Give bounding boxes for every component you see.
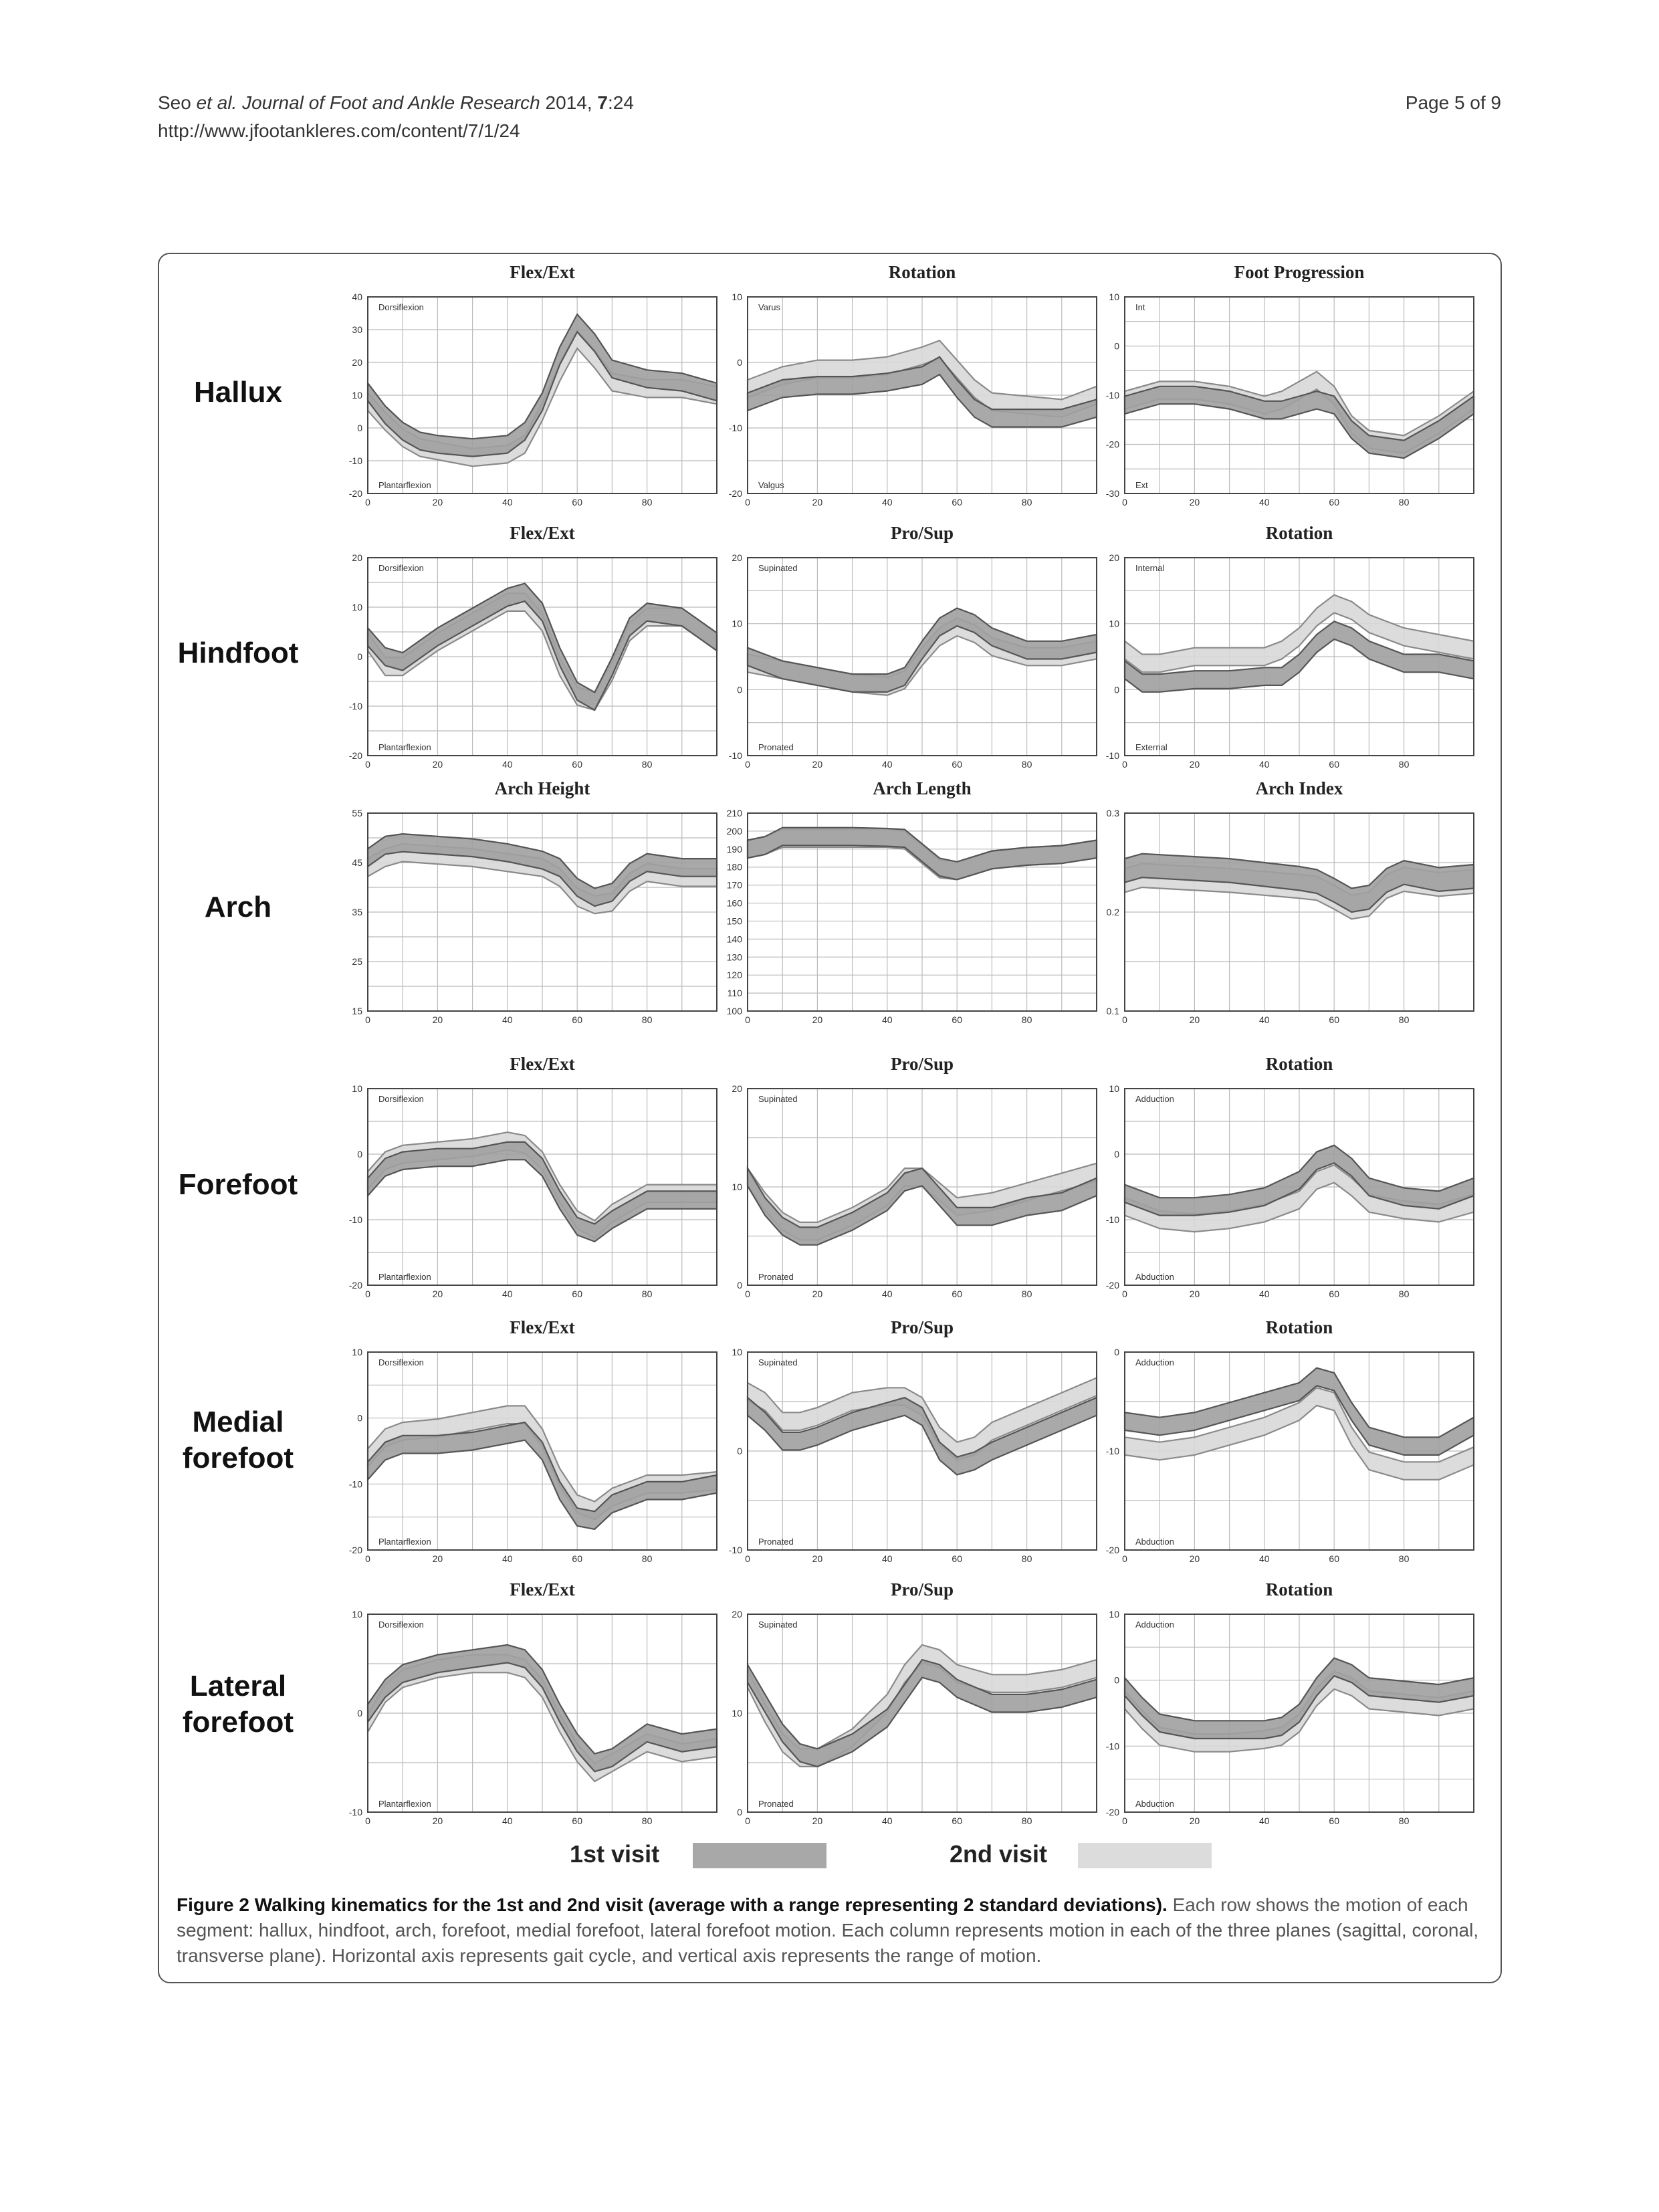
top-note: Dorsiflexion [378, 1620, 424, 1630]
x-tick-label: 80 [1398, 759, 1410, 770]
chart-title: Arch Height [494, 778, 590, 798]
y-tick-label: -20 [1105, 1545, 1119, 1555]
chart-panel [348, 262, 717, 520]
x-tick-label: 0 [365, 759, 370, 770]
y-tick-label: 200 [726, 825, 742, 837]
x-tick-label: 0 [365, 1815, 370, 1826]
x-tick-label: 60 [952, 1553, 962, 1564]
chart-panel [1105, 1054, 1474, 1312]
chart-panel [348, 1054, 717, 1312]
top-note: Int [1135, 302, 1145, 312]
x-tick-label: 20 [1189, 497, 1200, 508]
x-tick-label: 40 [882, 1014, 893, 1025]
x-tick-label: 60 [572, 1014, 582, 1025]
top-note: Adduction [1135, 1357, 1174, 1367]
x-tick-label: 20 [812, 759, 823, 770]
bottom-note: Abduction [1135, 1537, 1174, 1547]
figure-caption [177, 1892, 1487, 1969]
chart-svg [348, 1583, 720, 1839]
y-tick-label: 0 [357, 423, 362, 433]
x-tick-label: 20 [432, 1815, 443, 1826]
y-tick-label: 0 [1114, 1347, 1119, 1357]
top-note: Internal [1135, 563, 1165, 573]
chart-panel [732, 1054, 1097, 1312]
x-tick-label: 80 [641, 1014, 653, 1025]
x-tick-label: 40 [1259, 1553, 1270, 1564]
y-tick-label: 0 [737, 357, 742, 368]
y-tick-label: 45 [352, 857, 362, 868]
y-tick-label: 20 [732, 1083, 742, 1094]
x-tick-label: 60 [572, 497, 582, 508]
row-label-line: Arch [204, 891, 272, 923]
bottom-note: Pronated [758, 1537, 794, 1547]
x-tick-label: 80 [641, 1815, 653, 1826]
y-tick-label: -20 [1105, 1280, 1119, 1291]
x-tick-label: 40 [1259, 1815, 1270, 1826]
x-tick-label: 40 [502, 1289, 513, 1299]
chart-panel [728, 523, 1097, 782]
y-tick-label: 0 [1114, 684, 1119, 695]
chart-panel [1105, 262, 1474, 520]
chart-panel [1105, 523, 1474, 782]
y-tick-label: 10 [732, 1182, 742, 1192]
x-tick-label: 80 [1021, 1014, 1032, 1025]
x-tick-label: 60 [1329, 497, 1339, 508]
bottom-note: Abduction [1135, 1799, 1174, 1809]
x-tick-label: 0 [1122, 1014, 1127, 1025]
y-tick-label: 0 [737, 684, 742, 695]
x-tick-label: 60 [952, 497, 962, 508]
x-tick-label: 60 [1329, 1815, 1339, 1826]
y-tick-label: -10 [348, 1478, 362, 1490]
chart-panel [348, 1317, 717, 1577]
y-tick-label: -10 [1105, 390, 1119, 401]
x-tick-label: 0 [745, 497, 750, 508]
chart-svg [1106, 782, 1476, 1038]
row-label-line: Hindfoot [177, 637, 299, 669]
y-tick-label: -10 [1105, 1214, 1119, 1225]
row-label-forefoot [158, 1167, 318, 1203]
x-tick-label: 0 [1122, 497, 1127, 508]
top-note: Supinated [758, 1620, 798, 1630]
chart-title: Flex/Ext [510, 1317, 575, 1337]
y-tick-label: 20 [732, 1609, 742, 1620]
top-note: Supinated [758, 1357, 798, 1367]
y-tick-label: 140 [726, 933, 742, 945]
x-tick-label: 0 [745, 1289, 750, 1299]
x-tick-label: 20 [432, 1553, 443, 1564]
x-tick-label: 80 [1021, 1815, 1032, 1826]
x-tick-label: 80 [1398, 1553, 1410, 1564]
x-tick-label: 20 [1189, 759, 1200, 770]
y-tick-label: -30 [1105, 488, 1119, 499]
y-tick-label: 0.3 [1106, 808, 1119, 818]
x-tick-label: 60 [572, 1553, 582, 1564]
x-tick-label: 60 [952, 1014, 962, 1025]
x-tick-label: 20 [812, 497, 823, 508]
chart-title: Flex/Ext [510, 523, 575, 543]
x-tick-label: 80 [641, 497, 653, 508]
chart-panel [1105, 1579, 1474, 1839]
y-tick-label: 210 [726, 808, 742, 818]
x-tick-label: 80 [1021, 1289, 1032, 1299]
chart-svg [348, 527, 720, 782]
y-tick-label: 20 [352, 552, 362, 563]
y-tick-label: 10 [1109, 1083, 1119, 1094]
y-tick-label: -10 [728, 1545, 742, 1555]
y-tick-label: -10 [1105, 1741, 1119, 1752]
x-tick-label: 80 [1021, 1553, 1032, 1564]
y-tick-label: 30 [352, 324, 362, 335]
bottom-note: Pronated [758, 1272, 794, 1282]
y-tick-label: -10 [348, 455, 362, 466]
chart-svg [728, 1321, 1099, 1577]
bottom-note: Valgus [758, 480, 784, 490]
legend-visit2-label: 2nd visit [950, 1840, 1048, 1868]
row-label-lateral-forefoot [158, 1668, 318, 1741]
top-note: Adduction [1135, 1094, 1174, 1104]
legend-visit2-swatch [1078, 1843, 1212, 1868]
y-tick-label: 110 [727, 988, 742, 999]
chart-svg [348, 266, 720, 520]
x-tick-label: 40 [882, 1815, 893, 1826]
y-tick-label: 0 [357, 1149, 362, 1159]
running-header-url: http://www.jfootankleres.com/content/7/1/24 [158, 120, 520, 141]
y-tick-label: 10 [732, 1708, 742, 1719]
y-tick-label: 55 [352, 808, 362, 818]
y-tick-label: 10 [352, 1609, 362, 1620]
y-tick-label: 0 [737, 1280, 742, 1291]
chart-svg [732, 1058, 1099, 1312]
y-tick-label: -10 [348, 701, 362, 711]
row-label-line: forefoot [182, 1706, 294, 1739]
top-note: Adduction [1135, 1620, 1174, 1630]
x-tick-label: 60 [1329, 759, 1339, 770]
x-tick-label: 60 [1329, 1014, 1339, 1025]
top-note: Varus [758, 302, 780, 312]
running-header-citation: Seo et al. Journal of Foot and Ankle Research 2014, 7:24 [158, 92, 634, 113]
x-tick-label: 0 [745, 759, 750, 770]
y-tick-label: -10 [1105, 750, 1119, 761]
y-tick-label: 0 [357, 651, 362, 662]
chart-panel [348, 1579, 717, 1839]
y-tick-label: 0 [1114, 340, 1119, 352]
caption-body: Each row shows the motion of each segment: hallux, hindfoot, arch, forefoot, medial forefoot, lateral forefoot motion. Each column represents motion in each of the three planes (sagittal, coronal, transverse plane). Horizontal axis represents gait cycle, and vertical axis represents the range of motion. [177, 1894, 1479, 1966]
x-tick-label: 60 [1329, 1553, 1339, 1564]
x-tick-label: 40 [882, 497, 893, 508]
chart-svg [348, 1058, 720, 1312]
chart-panel [348, 523, 717, 782]
bottom-note: Abduction [1135, 1272, 1174, 1282]
y-tick-label: 0 [357, 1412, 362, 1424]
x-tick-label: 60 [952, 759, 962, 770]
chart-panel [732, 1579, 1097, 1839]
y-tick-label: 10 [1109, 618, 1119, 629]
top-note: Supinated [758, 563, 798, 573]
y-tick-label: -10 [728, 750, 742, 761]
chart-svg [1105, 1321, 1476, 1577]
y-tick-label: 10 [1109, 1609, 1119, 1620]
y-tick-label: 20 [352, 357, 362, 368]
y-tick-label: 35 [352, 907, 362, 917]
row-label-line: Medial [192, 1406, 284, 1438]
x-tick-label: 0 [1122, 759, 1127, 770]
chart-panel [726, 778, 1097, 1038]
chart-panel [728, 1317, 1097, 1577]
chart-title: Flex/Ext [510, 262, 575, 282]
x-tick-label: 0 [745, 1553, 750, 1564]
y-tick-label: 10 [352, 1083, 362, 1094]
x-tick-label: 60 [952, 1289, 962, 1299]
bottom-note: Plantarflexion [378, 1537, 431, 1547]
x-tick-label: 0 [745, 1014, 750, 1025]
x-tick-label: 40 [1259, 759, 1270, 770]
chart-panel [1106, 778, 1474, 1038]
chart-svg [1105, 266, 1476, 520]
x-tick-label: 40 [502, 1014, 513, 1025]
x-tick-label: 60 [952, 1815, 962, 1826]
chart-title: Pro/Sup [890, 1054, 954, 1074]
y-tick-label: -20 [348, 750, 362, 761]
y-tick-label: -20 [348, 1280, 362, 1291]
y-tick-label: 40 [352, 292, 362, 302]
x-tick-label: 40 [882, 759, 893, 770]
row-label-line: Lateral [189, 1670, 287, 1702]
x-tick-label: 80 [641, 759, 653, 770]
chart-svg [728, 527, 1099, 782]
top-note: Dorsiflexion [378, 563, 424, 573]
x-tick-label: 80 [641, 1553, 653, 1564]
x-tick-label: 40 [882, 1553, 893, 1564]
y-tick-label: -10 [348, 1214, 362, 1225]
chart-title: Rotation [1265, 1317, 1333, 1337]
bottom-note: Plantarflexion [378, 480, 431, 490]
y-tick-label: 150 [726, 915, 742, 927]
y-tick-label: -20 [1105, 439, 1119, 450]
row-label-arch [158, 889, 318, 925]
x-tick-label: 80 [1398, 497, 1410, 508]
y-tick-label: 10 [1109, 292, 1119, 302]
x-tick-label: 20 [1189, 1553, 1200, 1564]
chart-title: Pro/Sup [890, 1317, 954, 1337]
y-tick-label: -10 [728, 423, 742, 433]
x-tick-label: 0 [365, 1553, 370, 1564]
chart-svg [348, 1321, 720, 1577]
bottom-note: Ext [1135, 480, 1148, 490]
caption-title: Figure 2 Walking kinematics for the 1st and 2nd visit (average with a range representing 2 standard deviations). [177, 1894, 1168, 1915]
x-tick-label: 0 [745, 1815, 750, 1826]
legend-visit1-label: 1st visit [570, 1840, 660, 1868]
x-tick-label: 20 [432, 497, 443, 508]
y-tick-label: 0 [1114, 1674, 1119, 1686]
chart-title: Rotation [1265, 523, 1333, 543]
y-tick-label: -20 [348, 488, 362, 499]
y-tick-label: -10 [1105, 1446, 1119, 1456]
top-note: Dorsiflexion [378, 1094, 424, 1104]
chart-title: Arch Length [873, 778, 972, 798]
x-tick-label: 40 [502, 1815, 513, 1826]
x-tick-label: 40 [1259, 1014, 1270, 1025]
y-tick-label: 180 [726, 861, 742, 873]
x-tick-label: 0 [1122, 1289, 1127, 1299]
row-label-line: Hallux [193, 376, 283, 409]
row-label-hindfoot [158, 635, 318, 671]
chart-svg [1105, 527, 1476, 782]
x-tick-label: 60 [572, 1289, 582, 1299]
chart-title: Flex/Ext [510, 1579, 575, 1599]
chart-svg [728, 266, 1099, 520]
chart-svg [726, 782, 1099, 1038]
x-tick-label: 20 [812, 1815, 823, 1826]
bottom-note: Pronated [758, 742, 794, 752]
x-tick-label: 0 [1122, 1815, 1127, 1826]
x-tick-label: 80 [1398, 1289, 1410, 1299]
y-tick-label: -10 [348, 1807, 362, 1817]
bottom-note: Plantarflexion [378, 1272, 431, 1282]
x-tick-label: 0 [1122, 1553, 1127, 1564]
row-label-medial-forefoot [158, 1404, 318, 1476]
y-tick-label: 10 [732, 292, 742, 302]
y-tick-label: 20 [732, 552, 742, 563]
y-tick-label: 130 [726, 952, 742, 963]
x-tick-label: 80 [1398, 1014, 1410, 1025]
chart-panel [728, 262, 1097, 520]
chart-title: Flex/Ext [510, 1054, 575, 1074]
y-tick-label: 25 [352, 956, 362, 967]
y-tick-label: 20 [1109, 552, 1119, 563]
page-number: Page 5 of 9 [1405, 92, 1501, 113]
x-tick-label: 60 [1329, 1289, 1339, 1299]
y-tick-label: -20 [728, 488, 742, 499]
row-label-hallux [158, 374, 318, 411]
chart-title: Foot Progression [1234, 262, 1365, 282]
bottom-note: Plantarflexion [378, 742, 431, 752]
y-tick-label: 0 [357, 1708, 362, 1719]
row-label-line: Forefoot [178, 1168, 298, 1201]
chart-svg [732, 1583, 1099, 1839]
y-tick-label: 10 [732, 1347, 742, 1357]
x-tick-label: 40 [882, 1289, 893, 1299]
x-tick-label: 40 [502, 759, 513, 770]
y-tick-label: 10 [352, 1347, 362, 1357]
chart-svg [352, 782, 720, 1038]
bottom-note: Plantarflexion [378, 1799, 431, 1809]
x-tick-label: 40 [1259, 1289, 1270, 1299]
x-tick-label: 80 [641, 1289, 653, 1299]
bottom-note: Pronated [758, 1799, 794, 1809]
y-tick-label: 15 [352, 1006, 362, 1016]
top-note: Supinated [758, 1094, 798, 1104]
x-tick-label: 20 [1189, 1289, 1200, 1299]
x-tick-label: 20 [812, 1553, 823, 1564]
chart-panel [352, 778, 717, 1038]
top-note: Dorsiflexion [378, 1357, 424, 1367]
row-label-line: forefoot [182, 1442, 294, 1474]
x-tick-label: 20 [1189, 1815, 1200, 1826]
x-tick-label: 20 [812, 1289, 823, 1299]
chart-title: Arch Index [1255, 778, 1343, 798]
y-tick-label: 0 [1114, 1149, 1119, 1159]
y-tick-label: 190 [726, 843, 742, 855]
y-tick-label: 0.1 [1106, 1006, 1119, 1016]
x-tick-label: 20 [1189, 1014, 1200, 1025]
x-tick-label: 40 [502, 1553, 513, 1564]
top-note: Dorsiflexion [378, 302, 424, 312]
chart-svg [1105, 1583, 1476, 1839]
legend-visit1-swatch [693, 1843, 826, 1868]
y-tick-label: 160 [726, 897, 742, 909]
y-tick-label: 100 [726, 1006, 742, 1016]
x-tick-label: 0 [365, 1289, 370, 1299]
chart-title: Pro/Sup [890, 523, 954, 543]
x-tick-label: 80 [1021, 759, 1032, 770]
y-tick-label: -20 [1105, 1807, 1119, 1817]
y-tick-label: 0 [737, 1807, 742, 1817]
x-tick-label: 80 [1021, 497, 1032, 508]
x-tick-label: 60 [572, 759, 582, 770]
bottom-note: External [1135, 742, 1168, 752]
x-tick-label: 0 [365, 1014, 370, 1025]
y-tick-label: 10 [352, 390, 362, 401]
chart-svg [1105, 1058, 1476, 1312]
x-tick-label: 20 [432, 759, 443, 770]
y-tick-label: 170 [726, 879, 742, 891]
x-tick-label: 20 [432, 1014, 443, 1025]
chart-title: Pro/Sup [890, 1579, 954, 1599]
chart-title: Rotation [1265, 1579, 1333, 1599]
x-tick-label: 40 [1259, 497, 1270, 508]
y-tick-label: 120 [726, 970, 742, 981]
x-tick-label: 40 [502, 497, 513, 508]
y-tick-label: 10 [352, 602, 362, 613]
x-tick-label: 80 [1398, 1815, 1410, 1826]
chart-title: Rotation [1265, 1054, 1333, 1074]
x-tick-label: 20 [432, 1289, 443, 1299]
x-tick-label: 20 [812, 1014, 823, 1025]
x-tick-label: 60 [572, 1815, 582, 1826]
y-tick-label: -20 [348, 1545, 362, 1555]
chart-title: Rotation [888, 262, 956, 282]
chart-panel [1105, 1317, 1474, 1577]
y-tick-label: 0 [737, 1446, 742, 1456]
y-tick-label: 10 [732, 618, 742, 629]
x-tick-label: 0 [365, 497, 370, 508]
y-tick-label: 0.2 [1106, 907, 1119, 917]
